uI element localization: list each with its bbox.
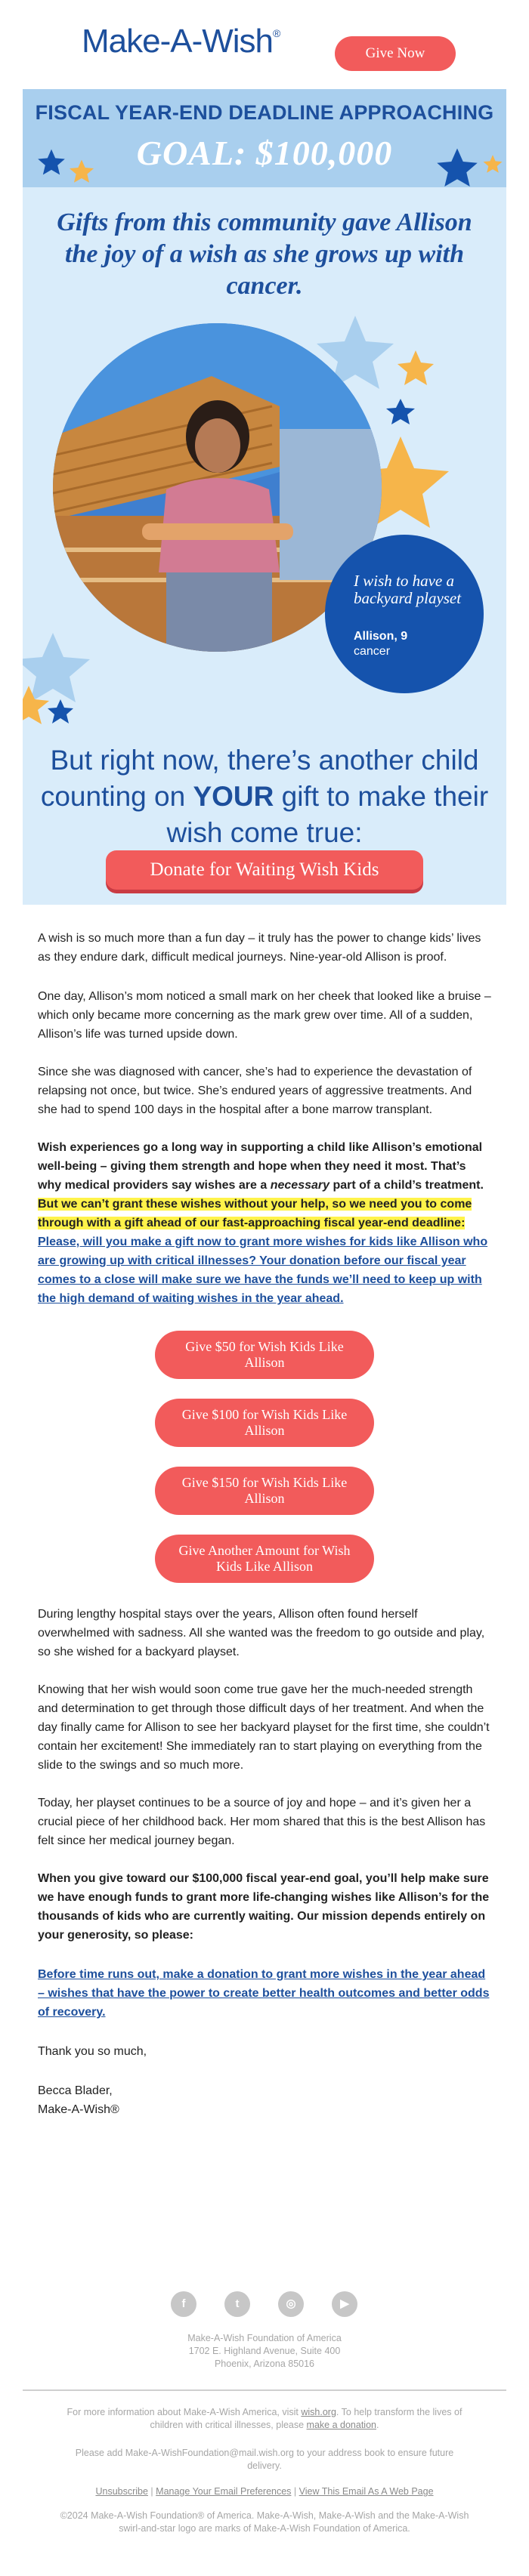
wish-quote: I wish to have a backyard playset — [354, 572, 462, 607]
unsubscribe-link[interactable]: Unsubscribe — [95, 2486, 148, 2497]
subhead-text-end: gift to make their wish come true: — [166, 781, 489, 848]
make-a-wish-logo[interactable] — [82, 23, 280, 60]
highlighted-text: But we can’t grant these wishes without your help, so we need you to come through with a gift ahead of our fast-approaching fiscal year-end deadline: — [38, 1198, 472, 1229]
footer-info-text: For more information about Make-A-Wish America, visit — [67, 2407, 302, 2417]
footer-info-text: . — [376, 2420, 379, 2430]
footer-address: Make-A-Wish Foundation of America — [187, 2333, 342, 2343]
closing-line: Thank you so much, — [38, 2045, 147, 2058]
donation-appeal-link[interactable]: Please, will you make a gift now to grant more wishes for kids like Allison who are growing up with critical illnesses? Your donation before our fiscal year comes to a close will make sure we have the funds we’ll need to keep up with the high demand of waiting wishes in the year ahead. — [38, 1236, 488, 1305]
donate-waiting-wish-kids-button[interactable]: Donate for Waiting Wish Kids — [106, 850, 423, 890]
recovery-appeal-paragraph — [38, 1965, 491, 2022]
star-icon — [482, 154, 503, 175]
logo-text: Make-A-Wish — [82, 23, 274, 60]
deadline-banner — [23, 89, 506, 187]
hero-section — [23, 187, 506, 905]
instagram-icon[interactable]: ◎ — [278, 2291, 304, 2317]
wish-org-link[interactable]: wish.org — [301, 2407, 336, 2417]
signature-org: Make-A-Wish® — [38, 2103, 119, 2116]
link-separator: | — [147, 2486, 156, 2497]
body-paragraph: A wish is so much more than a fun day – it truly has the power to change kids’ lives as they endure dark, difficult medical journeys. Nine-year-old Allison is proof. — [38, 932, 481, 964]
wish-quote-badge — [325, 535, 484, 693]
star-icon — [68, 159, 95, 186]
give-100-button[interactable]: Give $100 for Wish Kids Like Allison — [155, 1399, 374, 1447]
hero-headline: Gifts from this community gave Allison the joy of a wish as she grows up with cancer. — [57, 208, 472, 300]
footer-copyright: ©2024 Make-A-Wish Foundation® of America. Make-A-Wish, Make-A-Wish and the Make-A-Wish swirl-and-star logo are marks of Make-A-Wish Foundation of America. — [60, 2510, 469, 2534]
deadline-headline: FISCAL YEAR-END DEADLINE APPROACHING — [35, 101, 494, 124]
view-as-web-page-link[interactable]: View This Email As A Web Page — [299, 2486, 434, 2497]
make-a-donation-link[interactable]: make a donation — [306, 2420, 376, 2430]
footer-address-book: Please add Make-A-WishFoundation@mail.wish.org to your address book to ensure future delivery. — [75, 2448, 454, 2471]
star-icon — [435, 147, 480, 192]
body-paragraph: Knowing that her wish would soon come true gave her the much-needed strength and determination to get through those difficult days of her treatment. And when the day finally came for Allison to see her backyard playset for the first time, she couldn’t contain her excitement! She immediately ran to start playing on everything from the slide to the swings and so much more. — [38, 1683, 490, 1772]
facebook-icon[interactable]: f — [171, 2291, 196, 2317]
body-paragraph: Since she was diagnosed with cancer, she’s had to experience the devastation of relapsing not once, but twice. She’s endured years of aggressive treatments. And she had to spend 100 days in the hospital after a bone marrow transplant. — [38, 1066, 472, 1116]
footer-divider — [23, 2389, 506, 2391]
footer-address: Phoenix, Arizona 85016 — [214, 2359, 315, 2369]
give-now-button[interactable]: Give Now — [335, 36, 456, 71]
body-paragraph-emphasis — [38, 1869, 491, 1945]
bold-text: part of a child’s treatment. — [329, 1179, 484, 1192]
recovery-appeal-link[interactable]: Before time runs out, make a donation to grant more wishes in the year ahead – wishes that have the power to create better health outcomes and better odds of recovery. — [38, 1968, 490, 2019]
wish-kid-condition: cancer — [354, 645, 391, 658]
signature-name: Becca Blader, — [38, 2084, 113, 2097]
youtube-icon[interactable]: ▶ — [332, 2291, 357, 2317]
wish-kid-name: Allison, 9 — [354, 630, 408, 643]
give-150-button[interactable]: Give $150 for Wish Kids Like Allison — [155, 1467, 374, 1515]
footer-links — [0, 2485, 529, 2498]
star-icon — [36, 148, 67, 178]
donation-appeal-paragraph — [38, 1232, 491, 1308]
italic-text: necessary — [270, 1179, 330, 1192]
footer-address: 1702 E. Highland Avenue, Suite 400 — [188, 2346, 341, 2356]
subhead-text: But right now, there’s another child counting on — [40, 745, 479, 812]
footer-info-text: . To help transform the lives of children with critical illnesses, please — [150, 2407, 462, 2430]
body-paragraph-emphasis — [38, 1138, 491, 1232]
bold-text: When you give toward our $100,000 fiscal year-end goal, you’ll help make sure we have enough funds to grant more life-changing wishes like Allison’s for the thousands of kids who are currently waiting. Our mission depends entirely on your generosity, so please: — [38, 1872, 490, 1942]
goal-text: GOAL: $100,000 — [136, 134, 393, 172]
body-paragraph: One day, Allison’s mom noticed a small mark on her cheek that looked like a bruise – which only became more concerning as the mark grew over time. All of a sudden, Allison’s life was turned upside down. — [38, 990, 491, 1041]
footer-info — [60, 2406, 469, 2432]
logo-mark: ® — [273, 27, 280, 39]
subhead-emphasis: YOUR — [193, 781, 274, 812]
hero-subhead — [38, 742, 491, 851]
body-paragraph: During lengthy hospital stays over the years, Allison often found herself overwhelmed with sadness. All she wanted was the freedom to go outside and play, so she wished for a backyard playset. — [38, 1608, 485, 1658]
body-paragraph: Today, her playset continues to be a source of joy and hope – and it’s given her a crucial piece of her childhood back. Her mom shared that this is the best Allison has felt since her medical journey began. — [38, 1797, 486, 1847]
give-other-amount-button[interactable]: Give Another Amount for Wish Kids Like Allison — [155, 1535, 374, 1583]
manage-preferences-link[interactable]: Manage Your Email Preferences — [156, 2486, 292, 2497]
link-separator: | — [291, 2486, 299, 2497]
give-50-button[interactable]: Give $50 for Wish Kids Like Allison — [155, 1331, 374, 1379]
twitter-icon[interactable]: t — [224, 2291, 250, 2317]
email-header — [0, 0, 529, 89]
bold-text: Wish experiences go a long way in supporting a child like Allison’s emotional well-being – giving them strength and hope when they need it most. That’s why medical providers say wishes are a — [38, 1141, 483, 1192]
